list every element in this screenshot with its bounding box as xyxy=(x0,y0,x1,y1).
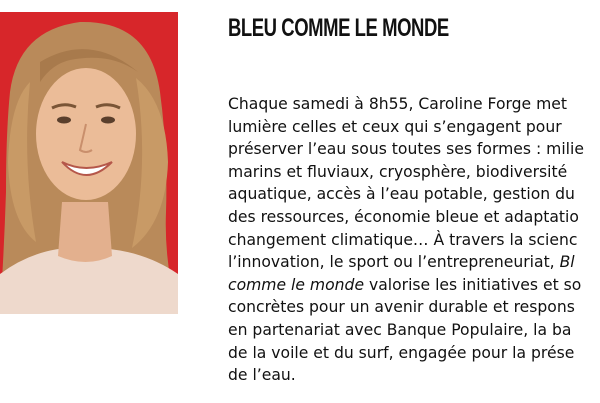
description-line: aquatique, accès à l’eau potable, gestion du xyxy=(228,185,575,204)
description-line: concrètes pour un avenir durable et respons xyxy=(228,298,575,317)
host-portrait-image xyxy=(0,12,178,314)
description-text: l’innovation, le sport ou l’entrepreneuriat, xyxy=(228,253,560,272)
program-name-italic: Bl xyxy=(559,253,575,272)
description-line: préserver l’eau sous toutes ses formes : milie xyxy=(228,140,584,159)
program-name-italic: comme le monde xyxy=(228,275,365,294)
description-line: lumière celles et ceux qui s’engagent pour xyxy=(228,117,562,136)
description-line xyxy=(228,251,600,274)
description-line xyxy=(228,274,600,297)
description-text: valorise les initiatives et so xyxy=(364,275,582,294)
description-line: de l’eau. xyxy=(228,366,296,383)
description-line: changement climatique… À travers la scienc xyxy=(228,230,578,249)
description-line: Chaque samedi à 8h55, Caroline Forge met xyxy=(228,95,567,113)
program-description xyxy=(228,93,600,383)
description-line: des ressources, économie bleue et adaptatio xyxy=(228,207,579,226)
description-line: marins et fluviaux, cryosphère, biodiversité xyxy=(228,162,568,181)
program-title: BLEU COMME LE MONDE xyxy=(228,14,449,42)
description-line: en partenariat avec Banque Populaire, la ba xyxy=(228,320,572,339)
description-line: de la voile et du surf, engagée pour la prése xyxy=(228,343,575,362)
